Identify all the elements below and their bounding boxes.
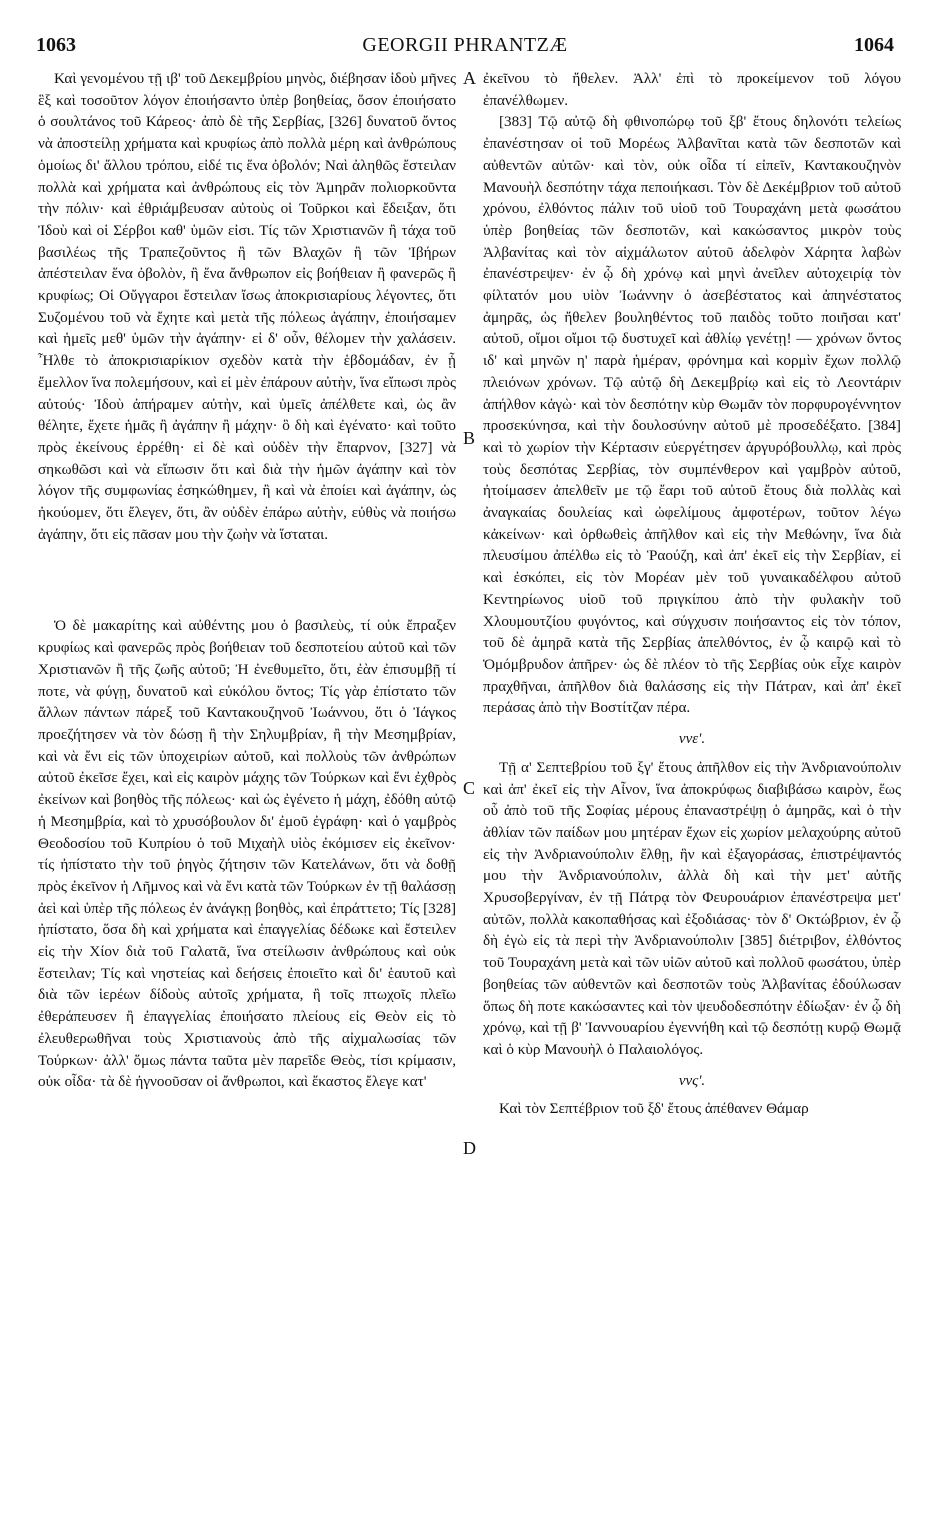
right-paragraph-2: [383] Τῷ αὐτῷ δὴ φθινοπώρῳ τοῦ ξβ' ἔτους δηλονότι τελείως ἐπανέστησαν οἱ τοῦ Μορέως Ἀλβανῖται κατὰ τῶν δεσποτῶν καὶ αὐθεντῶν αὐτῶν· καὶ τὸν, οὐκ οἶδα τί εἰπεῖν, Καντακουζηνὸν Μανουὴλ δεσπότην τάχα πεποιήκασι. Τὸν δὲ Δεκέμβριον τοῦ αὐτοῦ χρόνου, ἐλθόντος πάλιν τοῦ υἱοῦ τοῦ Τουραχάνη μετὰ φωσάτου ὑπὲρ βοηθείας τῶν δεσποτῶν, καὶ κακώσαντος μικρὸν τοὺς Ἀλβανίτας καὶ τὸν αἰχμάλωτον αὐτοῦ ἀδελφὸν Χάρητα λαβὼν ἐπανέστρεψεν· ἐν ᾧ δὴ χρόνῳ καὶ μηνὶ ἀνεῖλεν αὐτοχειρίᾳ τὸν φίλτατόν μου υἱὸν Ἰωάννην ὁ ἀσεβέστατος καὶ ἀπηνέστατος ἀμηρᾶς, ὡς ἤθελεν βουληθέντος τοῦ παιδὸς τοῦτο ποιῆσαι κατ' αὐτοῦ, οἴμοι οἴμοι τῷ δυστυχεῖ καὶ ἀθλίῳ γενέτῃ! — χρόνων ὄντος ιδ' καὶ μηνῶν η' παρὰ ἡμέραν, φρόνημα καὶ κορμὶν ἔχων πολλῷ πλειόνων χρόνων. Τῷ αὐτῷ δὴ Δεκεμβρίῳ καὶ εἰς τὸ Λεοντάριν ἀπήλθον κἀγὼ· καὶ τὸν δεσπότην κὺρ Θωμᾶν τὸν πορφυρογέννητον προσεκύνησα, καὶ τὴν δουλοσύνην αὐτοῦ μὲ προσεδέξατο. [384] καὶ τὸ χωρίον τὴν Κέρτασιν εὐεργέτησεν ἀργυρόβουλλῳ, καὶ πρὸς τοὺς δεσπότας Σερβίας, τὸν συμπένθερον καὶ γαμβρὸν αὐτοῦ, ἠτοίμασεν ἀπελθεῖν με τῷ ἔαρι τοῦ αὐτοῦ ἔτους διὰ πολλὰς καὶ ἀναγκαίας δουλείας καὶ ὠφελίμους ἀμφοτέρων, τοῦτον λέγω κἀκείνων· καὶ ὀρθωθεὶς ἀπῆλθον καὶ εἰς τὴν Μεθώνην, ἵνα διὰ πλευσίμου ἀπέλθω εἰς τὸ Ῥαούζη, καὶ ἀπ' ἐκεῖ εἰς τὴν Σερβίαν, εἰ καὶ ἐσκόπει, εἰς τὸν Μορέαν μὲν τοῦ γυναικαδέλφου αὐτοῦ Κεντηρίωνος υἱοῦ τοῦ πριγκίπου ἀπὸ τὴν φυλακὴν τοῦ Χλουμουτζίου φυγόντος, καὶ σύγχυσιν ποιήσαντος εἰς τὸν τόπον, τοῦ δὲ ἀμηρᾶ κατὰ τῆς Σερβίας ἀπελθόντος, ἐν ᾧ καιρῷ καὶ τὸ Ὁμόμβρυδον ἀπῆρεν· ὡς δὲ πλέον τὸ τῆς Σερβίας οὐκ εἶχε καιρὸν πραχθῆναι, ἀπῆλθον διὰ θαλάσσης εἰς τὴν Πάτραν, καὶ ἀπ' ἐκεῖ περάσας ἀπὸ τὴν Βοστίτζαν πέρα. <box>483 113 901 717</box>
section-number-1: ννε'. <box>678 731 706 748</box>
right-paragraph-1: ἐκεῖνου τὸ ἤθελεν. Ἀλλ' ἐπὶ τὸ προκείμενον τοῦ λόγου ἐπανέλθωμεν. <box>483 70 901 109</box>
margin-letter-d: D <box>463 1138 476 1158</box>
left-column <box>38 68 456 1093</box>
right-column <box>483 68 901 1120</box>
paragraph-gap <box>38 545 456 615</box>
section-number-2: ννς'. <box>678 1072 706 1089</box>
page-number-left: 1063 <box>36 34 76 56</box>
margin-letter-a: A <box>463 68 476 88</box>
running-header <box>36 30 894 60</box>
left-paragraph-1: Καὶ γενομένου τῇ ιβ' τοῦ Δεκεμβρίου μηνὸς, διέβησαν ἰδοὺ μῆνες ἓξ καὶ τοσοῦτον λόγον ἐποιήσαντο ὑπὲρ βοηθείας, ὅσον ἐποιήσατο ὁ σουλτάνος τοῦ Κάρεος· ἀπὸ δὲ τῆς Σερβίας, [326] δυνατοῦ ὄντος νὰ ἀποστείλῃ χρήματα καὶ κρυφίως ἀπὸ πολλὰ μέρη καὶ ἀνθρώπους ὁμοίως δι' ἄλλου τρόπου, εἰδέ τις ἕνα ὀβολόν; Ναὶ ἀληθῶς ἔστειλαν πολλὰ καὶ χρήματα καὶ ἀνθρώπους εἰς τὸν Ἀμηρᾶν πολιορκοῦντα τὴν πόλιν· καὶ ἐθριάμβευσαν αὐτοὺς οἱ Τοῦρκοι καὶ ἔδειξαν, ὅτι Ἰδοὺ καὶ οἱ Σέρβοι καθ' ὑμῶν εἰσι. Τίς τῶν Χριστιανῶν ἢ τάχα τοῦ βασιλέως τῆς Τραπεζοῦντος ἢ τῶν Βλαχῶν ἢ τῶν Ἰβήρων ἀπέστειλαν ἕνα ὀβολὸν, ἢ ἕνα ἄνθρωπον εἰς βοήθειαν ἢ φανερῶς ἢ κρυφίως; Οἱ Οὔγγαροι ἔστειλαν ἴσως ἀποκρισιαρίους λέγοντες, ὅτι Συζομένου τοῦ νὰ ἔχητε καὶ μετὰ τῆς πόλεως ἀγάπην, ἐποιήσαμεν καὶ ἡμεῖς μεθ' ὑμῶν τὴν ἀγάπην· εἰ δ' οὖν, θέλομεν τὴν χαλάσειν. Ἦλθε τὸ ἀποκρισιαρίκιον σχεδὸν κατὰ τὴν ἑβδομάδαν, ἐν ᾗ ἔμελλον ἵνα πολεμήσουν, καὶ εἰ μὲν ἐπάρουν αὐτὴν, ἵνα εἴπωσι πρὸς αὐτούς· Ἰδοὺ ἀπήραμεν αὐτὴν, καὶ ὑμεῖς ἀπέλθετε καὶ, ὡς ἂν θέλητε, ἔχετε ἡμᾶς ἢ ἀγάπην ἢ μάχην· ὃ δὴ καὶ ἐγένατο· καὶ τοῦτο πρὸς ἐκείνους ἐρρέθη· εἰ δὲ καὶ οὐδὲν τὴν ἔπαρνον, [327] νὰ σηκωθῶσι καὶ νὰ εἴπωσιν ὅτι καὶ διὰ τὴν ἡμῶν ἀγάπην καὶ τὸν λόγον τῆς συμφωνίας ἐσηκώθημεν, ἢ καὶ νὰ ἐποίει καὶ ἀγάπην, ὡς ἠκούομεν, ὅτι ἔλεγεν, ὅτι, ἂν οὐδὲν ἐπάρω αὐτὴν, εὐθὺς νὰ ποιήσω ἀγάπην, ὅτι εἰς πᾶσαν μου τὴν ζωὴν νὰ ἵσταται. <box>38 70 456 543</box>
page-number-right: 1064 <box>854 34 894 56</box>
margin-letter-c: C <box>463 778 476 798</box>
running-title: GEORGII PHRANTZÆ <box>362 34 568 56</box>
left-paragraph-2: Ὁ δὲ μακαρίτης καὶ αὐθέντης μου ὁ βασιλεὺς, τί οὐκ ἔπραξεν κρυφίως καὶ φανερῶς πρὸς βοήθειαν τοῦ δεσποτείου αὐτοῦ καὶ τῶν Χριστιανῶν ἢ τῆς ζωῆς αὐτοῦ; Ἠ ἐνεθυμεῖτο, ὅτι, ἐὰν ἐπισυμβῇ τί ποτε, νὰ φύγῃ, δυνατοῦ καὶ εὐκόλου ὄντος; Τίς γὰρ ἐπίστατο τῶν ἄλλων πάντων πάρεξ τοῦ Καντακουζηνοῦ Ἰωάννου, ὅτι ὁ Ἰάγκος προεζήτησεν νὰ τὸν δώσῃ ἢ τὴν Σηλυμβρίαν, ἢ τὴν Μεσημβρίαν, καὶ νὰ ἔνι εἰς τῶν ὑποχειρίων αὐτοῦ, καὶ πολλοὺς τῶν ἀνθρώπων αὐτοῦ ἐκεῖσε ἔχει, καὶ εἰς καιρὸν μάχης τῶν Τούρκων καὶ ἔνι ἐχθρὸς ἐκείνων καὶ βοηθὸς τῆς πόλεως· καὶ ὡς ἐγένετο ἡ μάχη, ἐδόθη αὐτῷ ἡ Μεσημβρία, καὶ τὸ χρυσόβουλον δι' ἐμοῦ ἐγράφη· καὶ ὁ γαμβρὸς Θεοδοσίου τοῦ Κυπρίου ὁ τοῦ Μιχαὴλ υἱὸς ἐκόμισεν εἰς ἐκεῖνον· τίς ἠπίστατο τὴν τοῦ ῥηγὸς ζήτησιν τῶν Κατελάνων, ὅτι νὰ δοθῇ πρὸς ἐκεῖνον ἡ Λῆμνος καὶ νὰ ἔνι κατὰ τῶν Τούρκων ἐν τῇ θαλάσσῃ ἀεὶ καὶ ὑπὲρ τῆς πόλεως ἐν ἀνάγκῃ βοηθὸς, καὶ ἐπράττετο; Τίς [328] ἠπίστατο, ὅσα δὴ καὶ χρήματα καὶ ἐπαγγελίας δέδωκε καὶ ἔστειλεν εἰς τὴν Χίον διὰ τοῦ Γαλατᾶ, ἵνα στείλωσιν ἀνθρώπους καὶ οὐκ ἔστειλαν; Τίς καὶ νηστείας καὶ δεήσεις ἐποιεῖτο καὶ δι' ἑαυτοῦ καὶ διὰ τῶν ἱερέων δίδοὺς αὐτοῖς χρήματα, ἢ τοῖς πτωχοῖς πλεῖω ἐθεράπευσεν ἢ ἐπαγγελίας ἐποιήσατο πλείους εἰς Θεὸν εἰς τὸ ἐλευθερωθῆναι τοὺς Χριστιανοὺς ἀπὸ τῆς αἰχμαλωσίας τῶν Τούρκων· ἀλλ' ὅμως πάντα ταῦτα μὲν παρεῖδε Θεὸς, τίσι κρίμασιν, οὐκ οἶδα· τὰ δὲ ἠγνοοῦσαν οἱ ἄνθρωποι, καὶ ἕκαστος ἔλεγε κατ' <box>38 617 456 1091</box>
right-paragraph-3: Τῇ α' Σεπτεβρίου τοῦ ξγ' ἔτους ἀπῆλθον εἰς τὴν Ἀνδριανούπολιν καὶ ἀπ' ἐκεῖ εἰς τὴν Αἶνον, ἵνα ἀποκρύφως διαβιβάσω καιρὸν, ἕως οὗ ἀπὸ τοῦ τῆς Σοφίας μέρους ἐπαναστρέψῃ ὁ ἀμηρᾶς, καὶ ὁ τὴν ἀθλίαν τῶν παίδων μου μητέραν ἔχων εἰς χωρίον μελαχούρης αὐτοῦ εἰς τὴν Ἀνδριανούπολιν ἔλθῃ, ἣν καὶ ἐξαγοράσας, ἐπιστρέψαντός μου τὴν Ἀνδριανούπολιν, ἀλλὰ δὴ καὶ τὴν μετ' αὐτῆς Χρυσοβεργίναν, ἐν τῇ Πάτρᾳ τὸν Φευρουάριον ἐπανέστρεψα μετ' αὐτῶν, πολλὰ κακοπαθήσας καὶ ἐξοδιάσας· τὸν δ' Οκτώβριον, ἐν ᾧ δὴ ἐγὼ εἰς τὰ περὶ τὴν Ἀνδριανούπολιν [385] διέτριβον, ἐλθόντος τοῦ Τουραχάνη μετὰ καὶ τῶν υἱῶν αὐτοῦ καὶ πολλοῦ φωσάτου, ὑπὲρ βοηθείας τῶν αὐθεντῶν καὶ δεσποτῶν τοὺς Ἀλβανίτας ἐδούλωσαν ὅπως δὴ ποτε κακώσαντες καὶ τὸν ψευδοδεσπότην ἐδίωξαν· ἐν ᾧ δὴ χρόνῳ, καὶ τῇ β' Ἰαννουαρίου ἐγεννήθη καὶ τῷ δεσπότῃ κυρῷ Θωμᾷ καὶ ὁ κὺρ Μανουὴλ ὁ Παλαιολόγος. <box>483 758 901 1058</box>
margin-letter-b: B <box>463 428 476 448</box>
right-paragraph-4: Καὶ τὸν Σεπτέβριον τοῦ ξδ' ἔτους ἀπέθανεν Θάμαρ <box>499 1100 809 1118</box>
